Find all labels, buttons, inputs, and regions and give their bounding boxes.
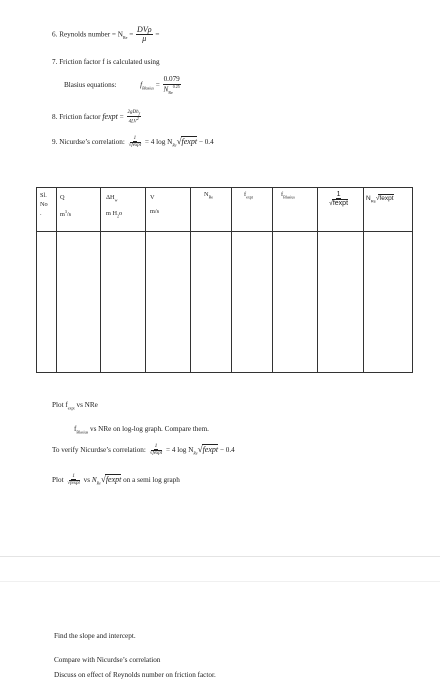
table-line bbox=[317, 187, 318, 373]
friction-factor-calc-line: 7. Friction factor f is calculated using bbox=[52, 58, 160, 66]
friction-expt-fraction: $\frac{2gDh_f}{4LV^2}$ bbox=[127, 110, 140, 125]
plot-semilog-line: Plot $\frac{1}{√fexpt}$ vs $N_{Re}√fexpt$ on a semi log graph bbox=[52, 474, 180, 487]
column-header-delta-h: $\Delta H_w$ m $H_2o$ bbox=[106, 194, 123, 219]
plot-fexpt-line: Plot $f_{expt}$ vs NRe bbox=[52, 401, 98, 411]
table-line bbox=[36, 187, 413, 188]
compare-line: Compare with Nicurdse’s correlation bbox=[54, 656, 161, 664]
blasius-fraction: $\frac{0.079}{N_{Re}^{0.25}}$ bbox=[163, 75, 180, 95]
table-line bbox=[190, 187, 191, 373]
table-line bbox=[231, 187, 232, 373]
reynolds-number-line: 6. Reynolds number = $N_{Re}$ = $\frac{\text{DVρ}}{\mu}$ = bbox=[52, 25, 160, 44]
nicurdse-fraction: $\frac{1}{√fexpt}$ bbox=[128, 136, 142, 149]
table-line bbox=[56, 187, 57, 373]
column-header-velocity: V m/s bbox=[150, 194, 160, 215]
column-header-inverse-sqrt-fexpt: $\frac{1}{√fexpt}$ bbox=[329, 191, 349, 208]
column-header-sl-no: Sl. No . bbox=[40, 192, 48, 217]
table-line bbox=[36, 231, 413, 232]
page-separator bbox=[0, 581, 440, 582]
table-line bbox=[100, 187, 101, 373]
table-line bbox=[412, 187, 413, 373]
reynolds-fraction: $\frac{\text{DVρ}}{\mu}$ bbox=[137, 25, 152, 44]
column-header-q: Q $m^3/s$ bbox=[60, 194, 72, 219]
find-slope-line: Find the slope and intercept. bbox=[54, 632, 136, 640]
nicurdse-correlation-line: 9. Nicurdse’s correlation: $\frac{1}{√fexpt}$ = 4 $\log N_{Re}√fexpt - 0.4$ bbox=[52, 136, 214, 149]
column-header-f-expt: $f_{expt}$ bbox=[244, 191, 253, 200]
column-header-reynolds: $N_{Re}$ bbox=[204, 191, 214, 200]
table-line bbox=[36, 372, 413, 373]
verify-fraction: $\frac{1}{√fexpt}$ bbox=[149, 444, 163, 457]
blasius-equation-line: Blasius equations: $f_{Blasius}$ = $\frac{0.079}{N_{Re}^{0.25}}$ bbox=[64, 75, 180, 95]
table-line bbox=[36, 187, 37, 373]
table-line bbox=[272, 187, 273, 373]
column-header-f-blasius: $f_{Blasius}$ bbox=[281, 191, 295, 200]
verify-nicurdse-line: To verify Nicurdse’s correlation: $\frac{1}{√fexpt}$ = 4 $\log N_{Re}√fexpt - 0.4$ bbox=[52, 444, 235, 457]
plot-fblasius-line: $f_{Blasius}$ vs NRe on log-log graph. Compare them. bbox=[74, 425, 209, 435]
page-separator bbox=[0, 556, 440, 557]
plot-semilog-fraction: $\frac{1}{√fexpt}$ bbox=[67, 474, 80, 487]
column-header-nre-sqrt-fexpt: $N_{Re}√fexpt$ bbox=[366, 195, 394, 204]
table-line bbox=[145, 187, 146, 373]
friction-expt-line: 8. Friction factor fexpt = $\frac{2gDh_f}{4LV^2}$ bbox=[52, 110, 140, 125]
discuss-line: Discuss on effect of Reynolds number on friction factor. bbox=[54, 671, 216, 679]
table-line bbox=[363, 187, 364, 373]
